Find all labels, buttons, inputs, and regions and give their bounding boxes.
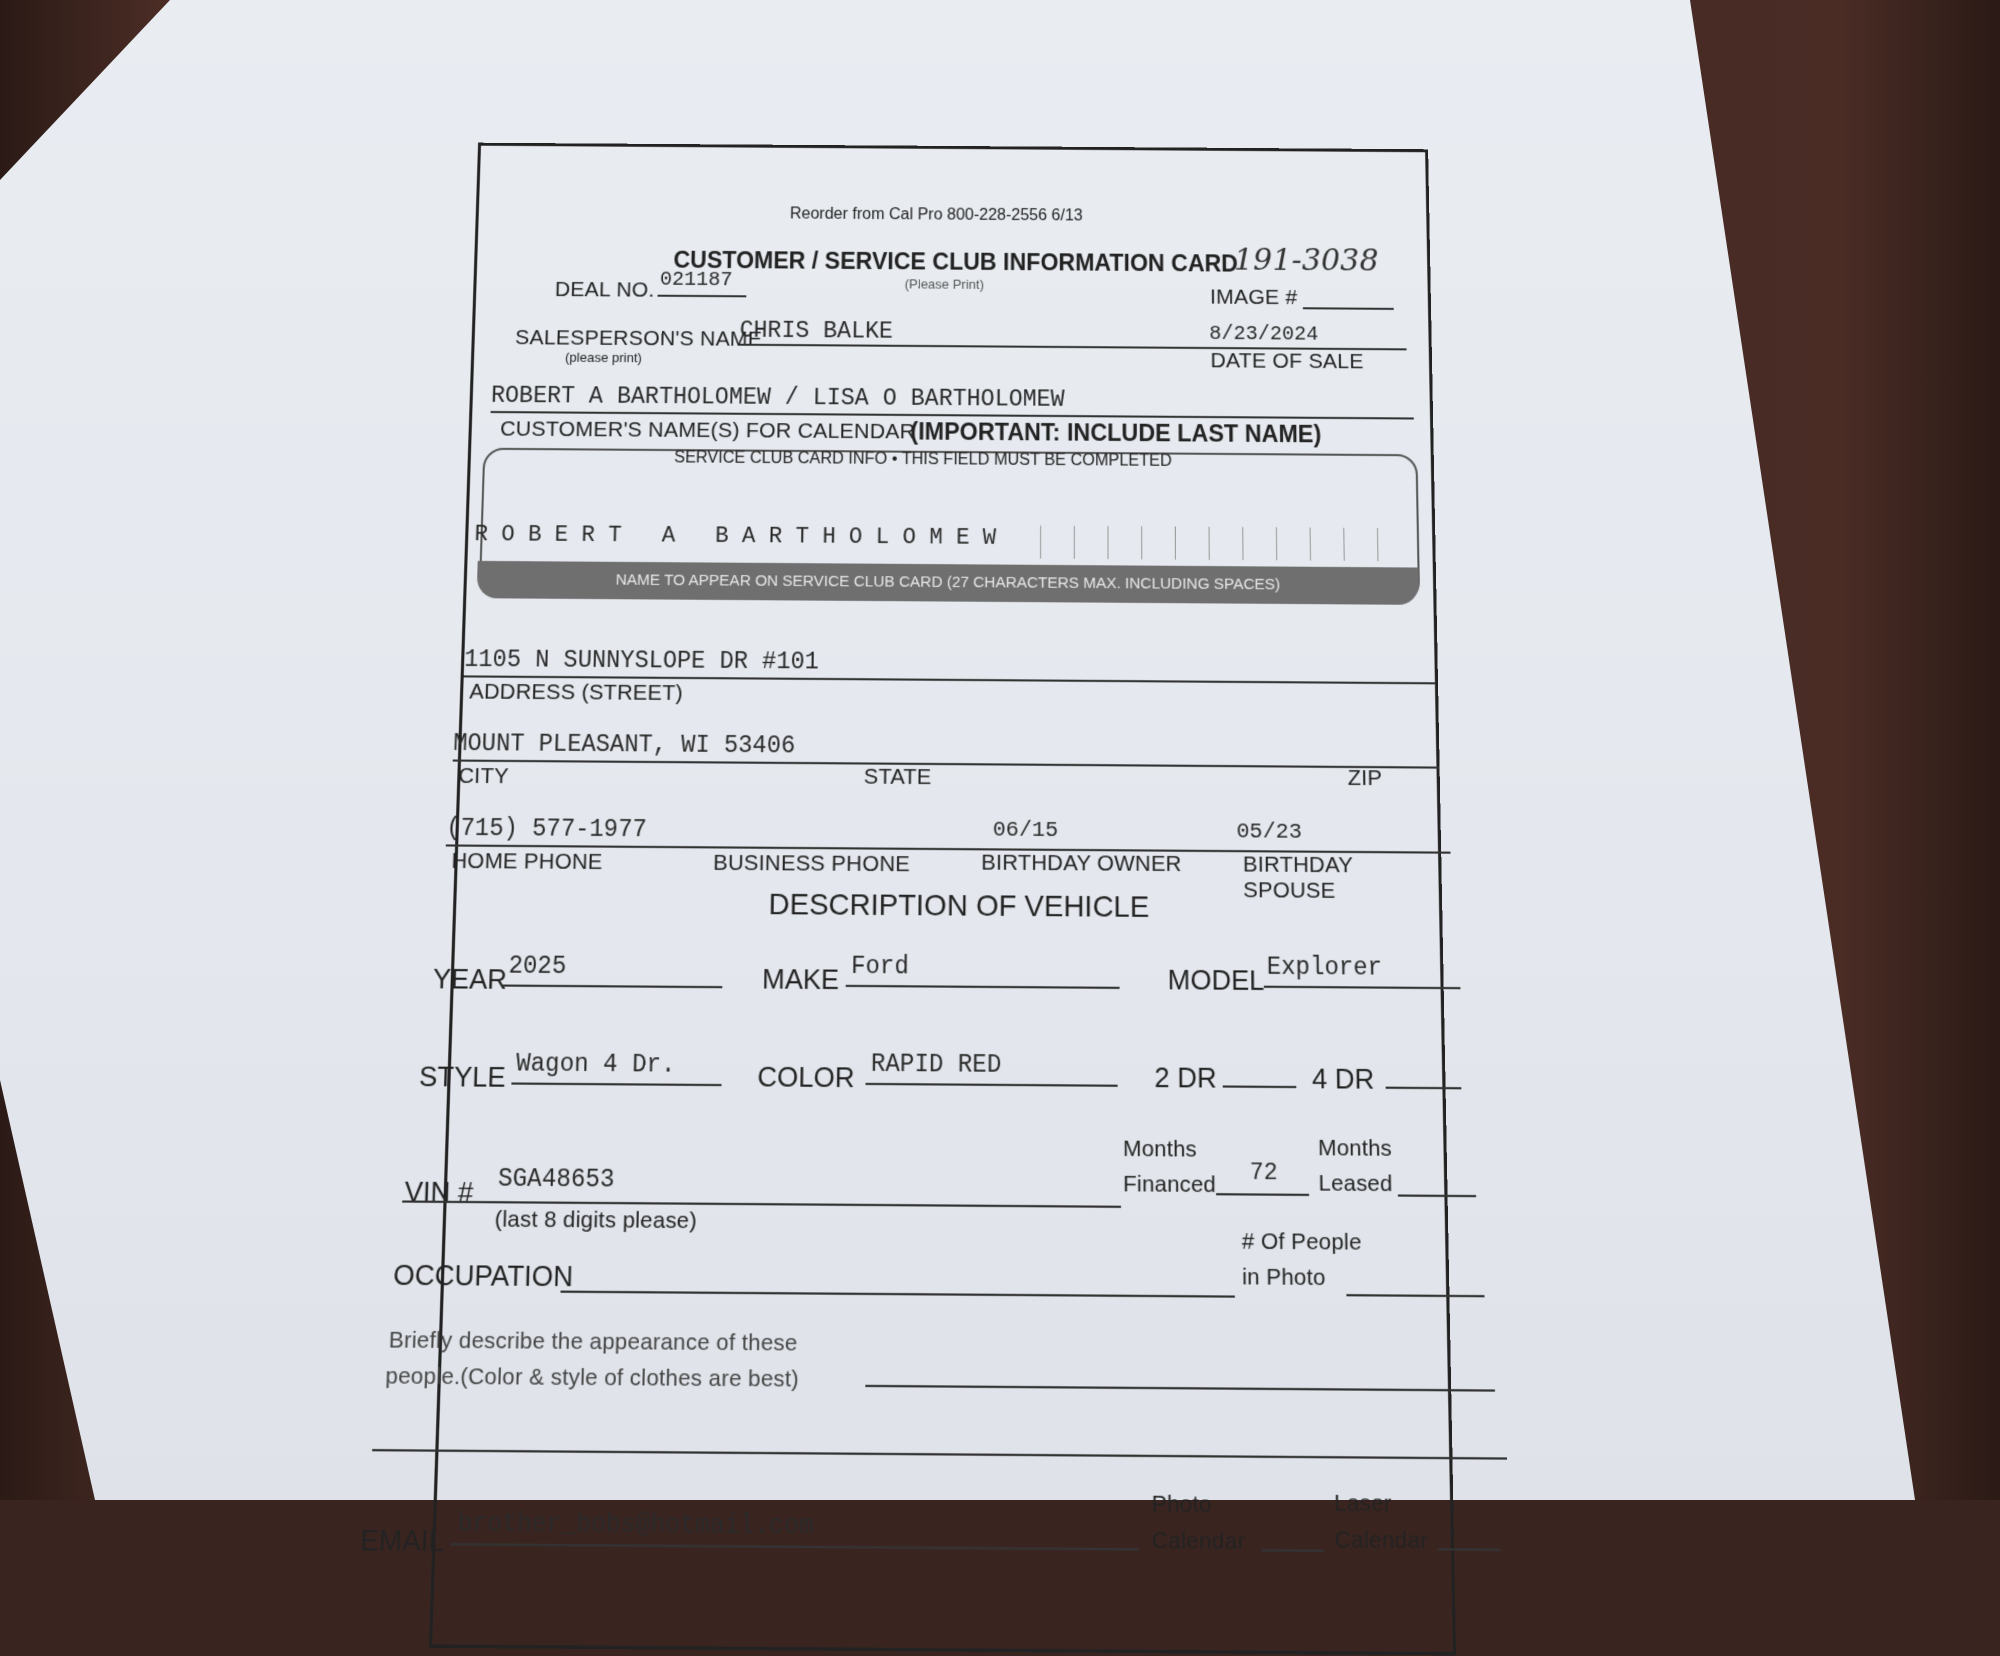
describe-line-2: people.(Color & style of clothes are best) — [385, 1363, 800, 1393]
vin-value[interactable]: SGA48653 — [497, 1164, 615, 1195]
birthday-spouse-value[interactable]: 05/23 — [1236, 820, 1302, 846]
customer-name-value[interactable]: ROBERT A BARTHOLOMEW / LISA O BARTHOLOMEW — [490, 382, 1065, 413]
reorder-note: Reorder from Cal Pro 800-228-2556 6/13 — [789, 205, 1083, 225]
form-title: CUSTOMER / SERVICE CLUB INFORMATION CARD — [673, 246, 1239, 277]
handwritten-number: 191-3038 — [1233, 242, 1379, 279]
information-card-form — [359, 143, 1456, 1656]
vehicle-heading: DESCRIPTION OF VEHICLE — [768, 887, 1150, 924]
city-label: CITY — [458, 763, 510, 789]
describe-field[interactable] — [865, 1385, 1495, 1392]
laser-calendar-field[interactable] — [1438, 1548, 1500, 1551]
birthday-spouse-label: BIRTHDAY SPOUSE — [1242, 852, 1353, 904]
zip-label: ZIP — [1347, 765, 1383, 791]
date-of-sale-label: DATE OF SALE — [1210, 349, 1364, 374]
laser-calendar-top: Laser — [1333, 1490, 1392, 1517]
describe-line-1: Briefly describe the appearance of these — [388, 1327, 798, 1357]
year-label: YEAR — [432, 962, 508, 996]
deal-value[interactable]: 021187 — [659, 268, 733, 293]
address-value[interactable]: 1105 N SUNNYSLOPE DR #101 — [463, 646, 820, 676]
email-value[interactable]: brother_bobs@hotmail.com — [457, 1508, 814, 1542]
club-card-footer: NAME TO APPEAR ON SERVICE CLUB CARD (27 CHARACTERS MAX. INCLUDING SPACES) — [477, 561, 1420, 605]
months-financed-value[interactable]: 72 — [1249, 1159, 1278, 1187]
business-phone-label: BUSINESS PHONE — [712, 850, 911, 877]
date-of-sale-value[interactable]: 8/23/2024 — [1209, 322, 1319, 347]
city-line-value[interactable]: MOUNT PLEASANT, WI 53406 — [452, 729, 796, 760]
occupation-label: OCCUPATION — [392, 1258, 574, 1293]
deal-label: DEAL NO. — [554, 277, 655, 302]
months-leased-top: Months — [1317, 1135, 1393, 1162]
four-door-label: 4 DR — [1311, 1062, 1375, 1096]
important-note: (IMPORTANT: INCLUDE LAST NAME) — [910, 418, 1322, 448]
make-value[interactable]: Ford — [850, 952, 909, 981]
image-field[interactable] — [1303, 307, 1394, 310]
photo-calendar-field[interactable] — [1262, 1549, 1324, 1552]
describe-field-2[interactable] — [372, 1449, 1507, 1460]
address-label: ADDRESS (STREET) — [469, 679, 684, 706]
vin-note: (last 8 digits please) — [494, 1206, 698, 1234]
style-value[interactable]: Wagon 4 Dr. — [515, 1049, 676, 1080]
photo-calendar-bottom: Calendar — [1151, 1527, 1246, 1555]
people-in-photo-bottom: in Photo — [1242, 1264, 1326, 1291]
birthday-owner-label: BIRTHDAY OWNER — [981, 850, 1182, 877]
vin-label: VIN # — [404, 1175, 474, 1209]
occupation-field[interactable] — [560, 1291, 1234, 1298]
photo-calendar-top: Photo — [1151, 1491, 1212, 1518]
months-financed-bottom: Financed — [1123, 1171, 1217, 1198]
model-value[interactable]: Explorer — [1266, 953, 1383, 983]
laser-calendar-bottom: Calendar — [1334, 1526, 1429, 1554]
state-label: STATE — [863, 764, 932, 790]
club-card-name[interactable]: ROBERT A BARTHOLOMEW — [474, 521, 1010, 552]
character-boxes — [1040, 526, 1403, 562]
color-label: COLOR — [757, 1060, 855, 1094]
year-value[interactable]: 2025 — [508, 952, 567, 981]
please-print-note: (Please Print) — [904, 276, 985, 292]
two-door-label: 2 DR — [1154, 1060, 1217, 1095]
customer-name-label: CUSTOMER'S NAME(S) FOR CALENDAR — [499, 417, 916, 444]
two-door-field[interactable] — [1223, 1085, 1297, 1088]
make-label: MAKE — [761, 962, 840, 996]
home-phone-label: HOME PHONE — [451, 848, 603, 875]
salesperson-sub: (please print) — [564, 349, 643, 366]
months-financed-top: Months — [1123, 1136, 1197, 1163]
style-label: STYLE — [418, 1059, 507, 1094]
salesperson-label: SALESPERSON'S NAME — [514, 325, 763, 351]
image-label: IMAGE # — [1209, 285, 1298, 310]
salesperson-value[interactable]: CHRIS BALKE — [739, 317, 894, 345]
months-leased-bottom: Leased — [1318, 1170, 1393, 1197]
people-in-photo-field[interactable] — [1346, 1294, 1484, 1297]
months-leased-field[interactable] — [1398, 1194, 1476, 1197]
club-card-header: SERVICE CLUB CARD INFO • THIS FIELD MUST BE COMPLETED — [674, 449, 1172, 470]
home-phone-value[interactable]: (715) 577-1977 — [445, 814, 647, 844]
color-value[interactable]: RAPID RED — [870, 1050, 1002, 1080]
email-label: EMAIL — [359, 1522, 445, 1558]
birthday-owner-value[interactable]: 06/15 — [992, 818, 1059, 844]
model-label: MODEL — [1167, 963, 1265, 997]
people-in-photo-top: # Of People — [1241, 1228, 1362, 1256]
four-door-field[interactable] — [1386, 1087, 1462, 1090]
